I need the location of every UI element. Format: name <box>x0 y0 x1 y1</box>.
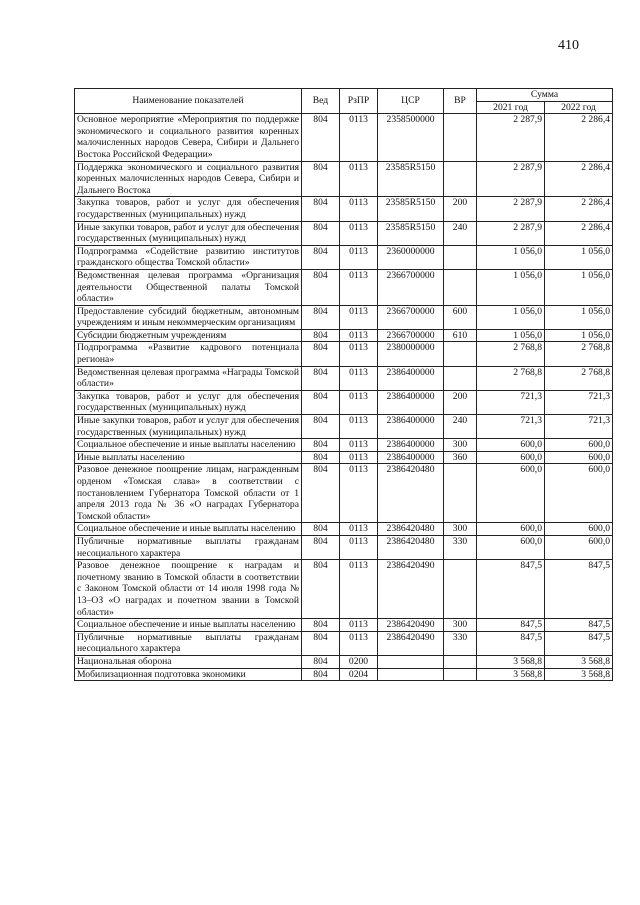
table-header-row <box>75 89 613 102</box>
table-row <box>75 245 613 269</box>
cell-csr: 2366700000 <box>378 269 444 305</box>
cell-name: Социальное обеспечение и иные выплаты населению <box>75 439 302 452</box>
budget-table <box>74 88 613 681</box>
cell-rzpr: 0113 <box>340 114 378 161</box>
header-2021: 2021 год <box>477 101 545 114</box>
cell-name: Ведомственная целевая программа «Организация деятельности Общественной палаты Томской области» <box>75 269 302 305</box>
cell-csr: 2366700000 <box>378 305 444 329</box>
cell-2021: 2 287,9 <box>477 114 545 161</box>
table-row <box>75 114 613 161</box>
header-name: Наименование показателей <box>75 89 302 114</box>
cell-vr: 300 <box>444 619 477 632</box>
cell-2022: 600,0 <box>545 464 613 523</box>
cell-2022: 847,5 <box>545 619 613 632</box>
cell-csr: 2386420480 <box>378 464 444 523</box>
cell-name: Иные закупки товаров, работ и услуг для обеспечения государственных (муниципальных) нужд <box>75 415 302 439</box>
cell-2021: 1 056,0 <box>477 305 545 329</box>
cell-csr: 23585R5150 <box>378 221 444 245</box>
cell-2021: 2 287,9 <box>477 221 545 245</box>
table-row <box>75 390 613 414</box>
cell-2021: 1 056,0 <box>477 245 545 269</box>
cell-vr <box>444 366 477 390</box>
cell-rzpr: 0113 <box>340 197 378 221</box>
cell-2021: 3 568,8 <box>477 655 545 668</box>
cell-ved: 804 <box>302 535 340 559</box>
cell-2022: 1 056,0 <box>545 305 613 329</box>
table-row <box>75 305 613 329</box>
cell-2021: 2 768,8 <box>477 366 545 390</box>
cell-ved: 804 <box>302 366 340 390</box>
cell-rzpr: 0113 <box>340 329 378 342</box>
cell-2021: 3 568,8 <box>477 668 545 681</box>
cell-csr: 2386400000 <box>378 415 444 439</box>
cell-name: Закупка товаров, работ и услуг для обеспечения государственных (муниципальных) нужд <box>75 197 302 221</box>
header-ved: Вед <box>302 89 340 114</box>
cell-rzpr: 0113 <box>340 269 378 305</box>
cell-csr: 2386400000 <box>378 439 444 452</box>
cell-name: Публичные нормативные выплаты гражданам несоциального характера <box>75 535 302 559</box>
cell-ved: 804 <box>302 245 340 269</box>
cell-vr <box>444 161 477 197</box>
cell-name: Закупка товаров, работ и услуг для обеспечения государственных (муниципальных) нужд <box>75 390 302 414</box>
cell-rzpr: 0113 <box>340 535 378 559</box>
cell-name: Подпрограмма «Содействие развитию институтов гражданского общества Томской области» <box>75 245 302 269</box>
cell-ved: 804 <box>302 329 340 342</box>
cell-2022: 3 568,8 <box>545 668 613 681</box>
cell-2021: 600,0 <box>477 439 545 452</box>
cell-vr <box>444 668 477 681</box>
cell-2022: 2 768,8 <box>545 342 613 366</box>
cell-rzpr: 0113 <box>340 439 378 452</box>
table-row <box>75 631 613 655</box>
cell-name: Подпрограмма «Развитие кадрового потенциала региона» <box>75 342 302 366</box>
table-row <box>75 439 613 452</box>
cell-csr: 2386400000 <box>378 390 444 414</box>
cell-rzpr: 0204 <box>340 668 378 681</box>
cell-vr <box>444 269 477 305</box>
header-sum: Сумма <box>477 89 613 102</box>
cell-2022: 2 286,4 <box>545 161 613 197</box>
cell-name: Социальное обеспечение и иные выплаты населению <box>75 523 302 536</box>
cell-vr <box>444 245 477 269</box>
cell-ved: 804 <box>302 655 340 668</box>
cell-csr: 23585R5150 <box>378 197 444 221</box>
cell-name: Субсидии бюджетным учреждениям <box>75 329 302 342</box>
cell-csr: 2386420480 <box>378 523 444 536</box>
cell-csr: 2386420490 <box>378 560 444 619</box>
header-vr: ВР <box>444 89 477 114</box>
cell-2022: 600,0 <box>545 451 613 464</box>
table-row <box>75 161 613 197</box>
cell-csr: 2386420480 <box>378 535 444 559</box>
cell-csr: 2380000000 <box>378 342 444 366</box>
table-row <box>75 342 613 366</box>
cell-2021: 600,0 <box>477 523 545 536</box>
cell-2021: 1 056,0 <box>477 329 545 342</box>
cell-name: Социальное обеспечение и иные выплаты населению <box>75 619 302 632</box>
cell-2021: 847,5 <box>477 619 545 632</box>
cell-ved: 804 <box>302 161 340 197</box>
cell-ved: 804 <box>302 439 340 452</box>
cell-name: Публичные нормативные выплаты гражданам несоциального характера <box>75 631 302 655</box>
table-row <box>75 619 613 632</box>
table-row <box>75 535 613 559</box>
cell-rzpr: 0200 <box>340 655 378 668</box>
cell-csr <box>378 668 444 681</box>
cell-vr: 300 <box>444 439 477 452</box>
cell-name: Национальная оборона <box>75 655 302 668</box>
cell-ved: 804 <box>302 451 340 464</box>
header-csr: ЦСР <box>378 89 444 114</box>
cell-rzpr: 0113 <box>340 464 378 523</box>
cell-ved: 804 <box>302 221 340 245</box>
cell-rzpr: 0113 <box>340 161 378 197</box>
page-number: 410 <box>558 38 579 53</box>
table-row <box>75 269 613 305</box>
cell-ved: 804 <box>302 523 340 536</box>
cell-name: Основное мероприятие «Мероприятия по поддержке экономического и социального развития коренных малочисленных народов Севера, Сибири и Дальнего Востока Российской Федерации» <box>75 114 302 161</box>
table-row <box>75 523 613 536</box>
cell-rzpr: 0113 <box>340 451 378 464</box>
cell-2021: 2 287,9 <box>477 197 545 221</box>
cell-2022: 847,5 <box>545 560 613 619</box>
cell-vr: 200 <box>444 390 477 414</box>
cell-vr: 610 <box>444 329 477 342</box>
cell-2022: 2 768,8 <box>545 366 613 390</box>
table-row <box>75 451 613 464</box>
cell-2022: 721,3 <box>545 415 613 439</box>
cell-2022: 1 056,0 <box>545 329 613 342</box>
cell-ved: 804 <box>302 464 340 523</box>
table-row <box>75 366 613 390</box>
cell-ved: 804 <box>302 631 340 655</box>
cell-csr: 23585R5150 <box>378 161 444 197</box>
cell-ved: 804 <box>302 415 340 439</box>
cell-vr: 240 <box>444 415 477 439</box>
cell-2022: 600,0 <box>545 535 613 559</box>
cell-csr: 2386420490 <box>378 631 444 655</box>
cell-vr: 200 <box>444 197 477 221</box>
table-row <box>75 415 613 439</box>
cell-2021: 600,0 <box>477 535 545 559</box>
cell-vr: 300 <box>444 523 477 536</box>
cell-vr <box>444 464 477 523</box>
cell-name: Мобилизационная подготовка экономики <box>75 668 302 681</box>
cell-2022: 600,0 <box>545 523 613 536</box>
cell-2021: 2 768,8 <box>477 342 545 366</box>
cell-csr: 2358500000 <box>378 114 444 161</box>
cell-rzpr: 0113 <box>340 523 378 536</box>
cell-rzpr: 0113 <box>340 631 378 655</box>
cell-csr: 2360000000 <box>378 245 444 269</box>
table-row <box>75 221 613 245</box>
cell-2021: 2 287,9 <box>477 161 545 197</box>
cell-rzpr: 0113 <box>340 221 378 245</box>
table-row <box>75 668 613 681</box>
table-row <box>75 197 613 221</box>
cell-rzpr: 0113 <box>340 245 378 269</box>
cell-vr: 240 <box>444 221 477 245</box>
cell-vr <box>444 655 477 668</box>
cell-ved: 804 <box>302 114 340 161</box>
cell-2022: 600,0 <box>545 439 613 452</box>
cell-name: Предоставление субсидий бюджетным, автономным учреждениям и иным некоммерческим организациям <box>75 305 302 329</box>
cell-ved: 804 <box>302 390 340 414</box>
cell-rzpr: 0113 <box>340 415 378 439</box>
cell-name: Иные выплаты населению <box>75 451 302 464</box>
cell-csr <box>378 655 444 668</box>
cell-2022: 1 056,0 <box>545 269 613 305</box>
cell-rzpr: 0113 <box>340 342 378 366</box>
cell-vr <box>444 560 477 619</box>
cell-name: Иные закупки товаров, работ и услуг для обеспечения государственных (муниципальных) нужд <box>75 221 302 245</box>
cell-vr <box>444 342 477 366</box>
cell-name: Ведомственная целевая программа «Награды Томской области» <box>75 366 302 390</box>
header-rzpr: РзПР <box>340 89 378 114</box>
table-row <box>75 655 613 668</box>
cell-csr: 2366700000 <box>378 329 444 342</box>
cell-csr: 2386400000 <box>378 366 444 390</box>
cell-name: Разовое денежное поощрение к наградам и почетному званию в Томской области в соответствии с Законом Томской области от 14 июля 1998 года № 13–ОЗ «О наградах и почетном звании в Томской области» <box>75 560 302 619</box>
cell-vr: 360 <box>444 451 477 464</box>
header-2022: 2022 год <box>545 101 613 114</box>
cell-rzpr: 0113 <box>340 619 378 632</box>
table-row <box>75 329 613 342</box>
cell-ved: 804 <box>302 619 340 632</box>
cell-ved: 804 <box>302 668 340 681</box>
table-row <box>75 560 613 619</box>
cell-2022: 3 568,8 <box>545 655 613 668</box>
cell-2022: 2 286,4 <box>545 221 613 245</box>
cell-2021: 1 056,0 <box>477 269 545 305</box>
cell-rzpr: 0113 <box>340 305 378 329</box>
cell-2021: 600,0 <box>477 464 545 523</box>
cell-vr: 600 <box>444 305 477 329</box>
cell-2022: 847,5 <box>545 631 613 655</box>
cell-rzpr: 0113 <box>340 366 378 390</box>
cell-name: Поддержка экономического и социального развития коренных малочисленных народов Севера, Сибири и Дальнего Востока <box>75 161 302 197</box>
cell-2022: 1 056,0 <box>545 245 613 269</box>
cell-ved: 804 <box>302 560 340 619</box>
cell-vr <box>444 114 477 161</box>
cell-vr: 330 <box>444 631 477 655</box>
table-row <box>75 464 613 523</box>
cell-name: Разовое денежное поощрение лицам, награжденным орденом «Томская слава» в соответствии с постановлением Губернатора Томской области от 1 апреля 2013 года № 36 «О наградах Губернатора Томской области» <box>75 464 302 523</box>
cell-ved: 804 <box>302 305 340 329</box>
cell-rzpr: 0113 <box>340 560 378 619</box>
cell-csr: 2386420490 <box>378 619 444 632</box>
cell-ved: 804 <box>302 269 340 305</box>
cell-2021: 721,3 <box>477 390 545 414</box>
cell-2022: 2 286,4 <box>545 197 613 221</box>
cell-2022: 721,3 <box>545 390 613 414</box>
cell-2021: 847,5 <box>477 560 545 619</box>
cell-csr: 2386400000 <box>378 451 444 464</box>
cell-vr: 330 <box>444 535 477 559</box>
cell-2021: 847,5 <box>477 631 545 655</box>
cell-ved: 804 <box>302 342 340 366</box>
cell-rzpr: 0113 <box>340 390 378 414</box>
cell-ved: 804 <box>302 197 340 221</box>
cell-2021: 600,0 <box>477 451 545 464</box>
cell-2021: 721,3 <box>477 415 545 439</box>
cell-2022: 2 286,4 <box>545 114 613 161</box>
